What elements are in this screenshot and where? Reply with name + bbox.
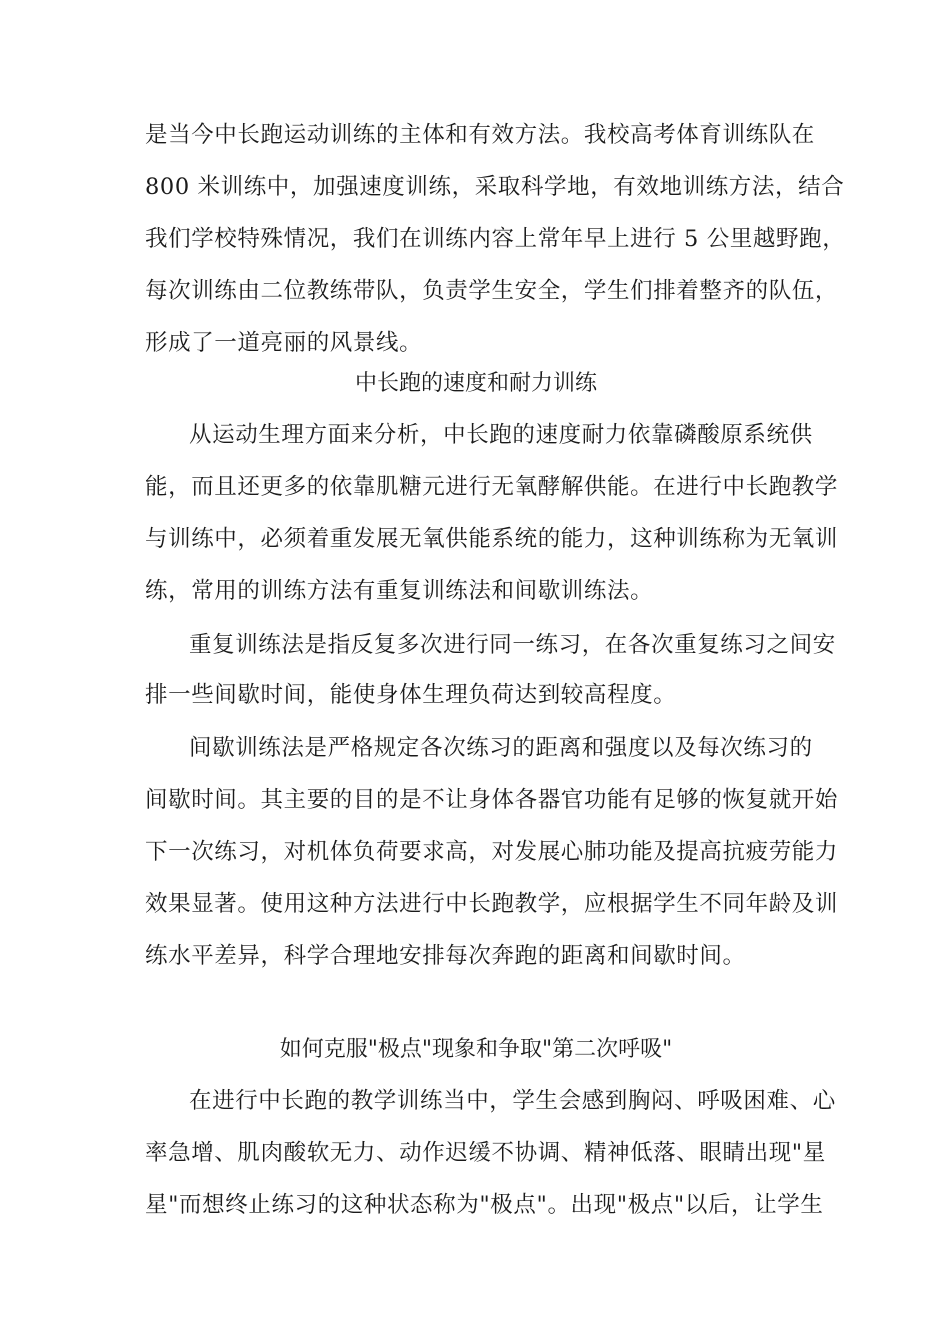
section-heading: 如何克服"极点"现象和争取"第二次呼吸" [279,1037,673,1062]
text-line: 排一些间歇时间，能使身体生理负荷达到较高程度。 [145,682,677,708]
text-line: 练水平差异，科学合理地安排每次奔跑的距离和间歇时间。 [145,943,746,969]
text-line: 练，常用的训练方法有重复训练法和间歇训练法。 [145,578,654,604]
text-line: 在进行中长跑的教学训练当中，学生会感到胸闷、呼吸困难、心 [189,1088,836,1114]
text-line: 能，而且还更多的依靠肌糖元进行无氧酵解供能。在进行中长跑教学 [145,474,839,500]
text-line: 率急增、肌肉酸软无力、动作迟缓不协调、精神低落、眼睛出现"星 [145,1140,826,1166]
text-line: 间歇训练法是严格规定各次练习的距离和强度以及每次练习的 [189,735,813,761]
text-line: 我们学校特殊情况，我们在训练内容上常年早上进行 5 公里越野跑， [145,226,846,252]
text-line: 星"而想终止练习的这种状态称为"极点"。出现"极点"以后，让学生 [145,1192,824,1218]
text-line: 效果显著。使用这种方法进行中长跑教学，应根据学生不同年龄及训 [145,891,839,917]
text-line: 形成了一道亮丽的风景线。 [145,330,423,356]
text-line: 下一次练习，对机体负荷要求高，对发展心肺功能及提高抗疲劳能力 [145,839,839,865]
text-line: 重复训练法是指反复多次进行同一练习，在各次重复练习之间安 [189,632,836,658]
text-line: 800 米训练中，加强速度训练，采取科学地，有效地训练方法，结合 [145,174,845,200]
section-heading: 中长跑的速度和耐力训练 [354,371,597,396]
text-line: 每次训练由二位教练带队，负责学生安全，学生们排着整齐的队伍， [145,278,839,304]
text-line: 与训练中，必须着重发展无氧供能系统的能力，这种训练称为无氧训 [145,526,839,552]
text-line: 间歇时间。其主要的目的是不让身体各器官功能有足够的恢复就开始 [145,787,839,813]
text-line: 从运动生理方面来分析，中长跑的速度耐力依靠磷酸原系统供 [189,422,813,448]
text-line: 是当今中长跑运动训练的主体和有效方法。我校高考体育训练队在 [145,122,815,148]
